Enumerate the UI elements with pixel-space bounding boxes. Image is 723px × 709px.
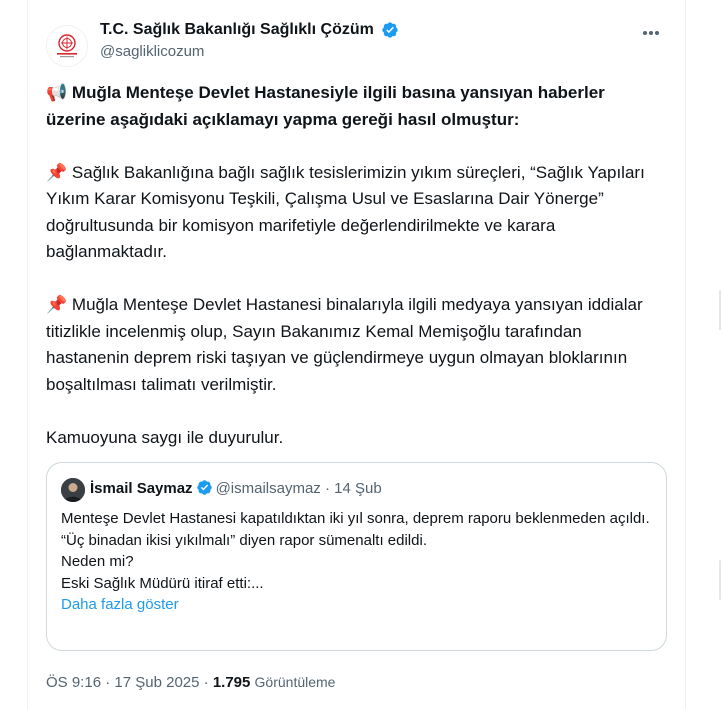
more-dot [655, 31, 659, 35]
quoted-line: Neden mi? [61, 553, 134, 570]
verified-badge-icon [196, 479, 213, 496]
quoted-author-handle[interactable]: @ismailsaymaz [215, 480, 321, 497]
meta-separator: · [203, 674, 209, 691]
quoted-tweet-date[interactable]: 14 Şub [334, 480, 382, 497]
quoted-tweet-text [61, 508, 651, 616]
pushpin-emoji: 📌 [46, 295, 68, 315]
quoted-line: Menteşe Devlet Hastanesi kapatıldıktan iki yıl sonra, deprem raporu beklenmeden açıldı. [61, 510, 650, 527]
quoted-line: Eski Sağlık Müdürü itiraf etti:... [61, 574, 264, 592]
ministry-logo-icon [47, 26, 87, 66]
tweet-date[interactable]: 17 Şub 2025 [114, 674, 200, 691]
tweet-paragraph-2-text: Sağlık Bakanlığına bağlı sağlık tesislerimizin yıkım süreçleri, “Sağlık Yapıları Yıkım Karar Komisyonu Teşkili, Çalışma Usul ve Esaslarına Dair Yönerge” doğrultusunda bir komisyon marifetiyle değerlendirilmekte ve karara bağlanmaktadır. [46, 162, 645, 261]
tweet-paragraph-3-text: Muğla Menteşe Devlet Hastanesi binalarıyla ilgili medyaya yansıyan iddialar titizlikle incelenmiş olup, Sayın Bakanımız Kemal Memişoğlu tarafından hastanenin deprem riski taşıyan ve güçlendirmeye uygun olmayan bloklarının boşaltılması talimatı verilmiştir. [46, 295, 643, 394]
quoted-tweet-header [90, 479, 382, 499]
person-avatar-icon [61, 478, 85, 502]
pushpin-emoji: 📌 [46, 162, 68, 183]
adjacent-column-edge [719, 290, 721, 330]
tweet-time[interactable]: ÖS 9:16 [46, 674, 102, 691]
author-display-name[interactable]: T.C. Sağlık Bakanlığı Sağlıklı Çözüm [100, 21, 374, 38]
tweet-text [46, 80, 658, 451]
tweet-paragraph-4: Kamuoyuna saygı ile duyurulur. [46, 427, 284, 447]
timeline-right-border [685, 0, 686, 709]
quoted-author-avatar[interactable] [61, 478, 85, 502]
show-more-link[interactable]: Daha fazla göster [61, 596, 179, 613]
timeline-left-border [27, 0, 28, 709]
quoted-line: “Üç binadan ikisi yıkılmalı” diyen rapor sümenaltı edildi. [61, 531, 427, 549]
meta-separator: · [105, 674, 111, 691]
tweet-paragraph-1-text: Muğla Menteşe Devlet Hastanesiyle ilgili basına yansıyan haberler üzerine aşağıdaki açıklamayı yapma gereği hasıl olmuştur: [46, 83, 605, 129]
author-handle[interactable]: @sagliklicozum [100, 43, 205, 60]
more-horizontal-icon [643, 31, 647, 35]
tweet-meta [46, 672, 335, 693]
tweet-paragraph-1 [46, 80, 658, 133]
quoted-author-display-name[interactable]: İsmail Saymaz [90, 480, 193, 497]
more-dot [649, 31, 653, 35]
megaphone-emoji: 📢 [46, 83, 68, 103]
quoted-separator: · [324, 480, 330, 497]
quoted-tweet[interactable] [46, 462, 667, 651]
tweet-paragraph-2 [46, 160, 658, 266]
tweet-paragraph-3 [46, 292, 658, 398]
author-names [100, 20, 399, 62]
tweet-header [46, 14, 676, 68]
more-options-button[interactable] [642, 22, 666, 42]
views-label: Görüntüleme [254, 674, 336, 690]
author-avatar[interactable] [46, 25, 88, 67]
adjacent-column-edge [719, 560, 721, 600]
verified-badge-icon[interactable] [381, 21, 399, 39]
views-count: 1.795 [212, 674, 251, 691]
